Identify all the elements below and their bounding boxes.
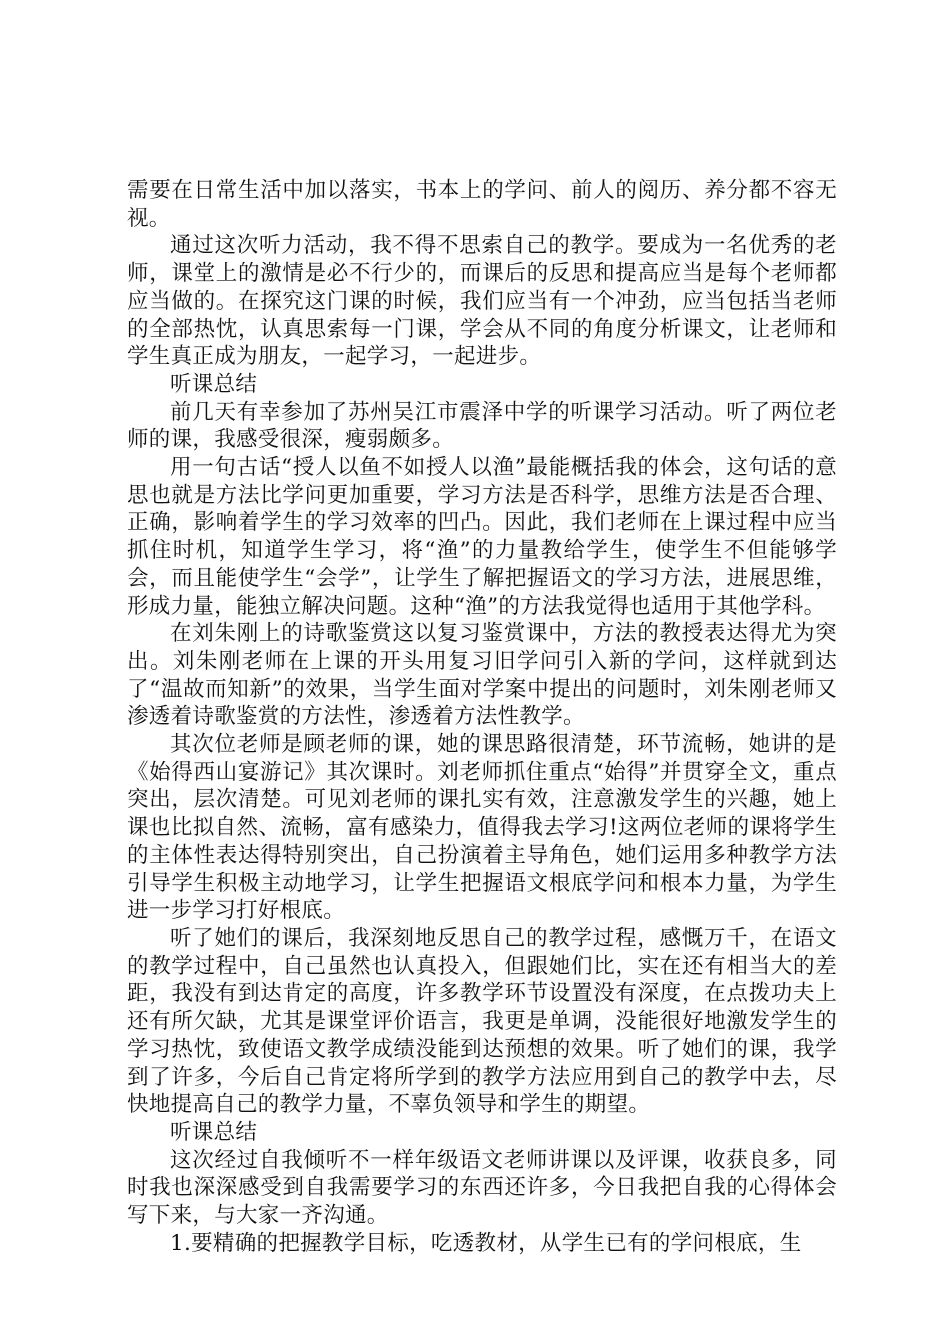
section-heading-2: 听课总结	[170, 1119, 258, 1145]
paragraph-second-teacher: 其次位老师是顾老师的课，她的课思路很清楚，环节流畅，她讲的是《始得西山宴游记》其次课时。刘老师抓住重点“始得”并贯穿全文，重点突出，层次清楚。可见刘老师的课扎实有效，注意激发学生的兴趣，她上课也比拟自然、流畅，富有感染力，值得我去学习!这两位老师的课将学生的主体性表达得特别突出，自己扮演着主导角色，她们运用多种教学方法引导学生积极主动地学习，让学生把握语文根底学问和根本力量，为学生进一步学习打好根底。	[127, 732, 837, 924]
paragraph-continuation: 需要在日常生活中加以落实，书本上的学问、前人的阅历、养分都不容无视。	[127, 178, 837, 231]
document-body	[127, 177, 837, 1257]
paragraph-reflection: 通过这次听力活动，我不得不思索自己的教学。要成为一名优秀的老师，课堂上的激情是必不行少的，而课后的反思和提高应当是每个老师都应当做的。在探究这门课的时候，我们应当有一个冲劲，应当包括当老师的全部热忱，认真思索每一门课，学会从不同的角度分析课文，让老师和学生真正成为朋友，一起学习，一起进步。	[127, 233, 837, 370]
paragraph-method: 用一句古话“授人以鱼不如授人以渔”最能概括我的体会，这句话的意思也就是方法比学问更加重要，学习方法是否科学，思维方法是否合理、正确，影响着学生的学习效率的凹凸。因此，我们老师在上课过程中应当抓住时机，知道学生学习，将“渔”的力量教给学生，使学生不但能够学会，而且能使学生“会学”，让学生了解把握语文的学习方法，进展思维，形成力量，能独立解决问题。这种“渔”的方法我觉得也适用于其他学科。	[127, 455, 837, 619]
paragraph-intro-2: 这次经过自我倾听不一样年级语文老师讲课以及评课，收获良多，同时我也深深感受到自我需要学习的东西还许多，今日我把自我的心得体会写下来，与大家一齐沟通。	[127, 1147, 837, 1229]
paragraph-intro-1: 前几天有幸参加了苏州吴江市震泽中学的听课学习活动。听了两位老师的课，我感受很深，瘦弱颇多。	[127, 399, 837, 453]
section-heading-1: 听课总结	[170, 371, 258, 397]
paragraph-point-1: 1.要精确的把握教学目标，吃透教材，从学生已有的学问根底，生	[170, 1230, 802, 1256]
paragraph-poetry-lesson: 在刘朱刚上的诗歌鉴赏这以复习鉴赏课中，方法的教授表达得尤为突出。刘朱刚老师在上课的开头用复习旧学问引入新的学问，这样就到达了“温故而知新”的效果，当学生面对学案中提出的问题时，刘朱刚老师又渗透着诗歌鉴赏的方法性，渗透着方法性教学。	[127, 621, 837, 730]
paragraph-self-reflection: 听了她们的课后，我深刻地反思自己的教学过程，感慨万千，在语文的教学过程中，自己虽然也认真投入，但跟她们比，实在还有相当大的差距，我没有到达肯定的高度，许多教学环节设置没有深度，在点拨功夫上还有所欠缺，尤其是课堂评价语言，我更是单调，没能很好地激发学生的学习热忱，致使语文教学成绩没能到达预想的效果。听了她们的课，我学到了许多，今后自己肯定将所学到的教学方法应用到自己的教学中去，尽快地提高自己的教学力量，不辜负领导和学生的期望。	[127, 925, 837, 1118]
